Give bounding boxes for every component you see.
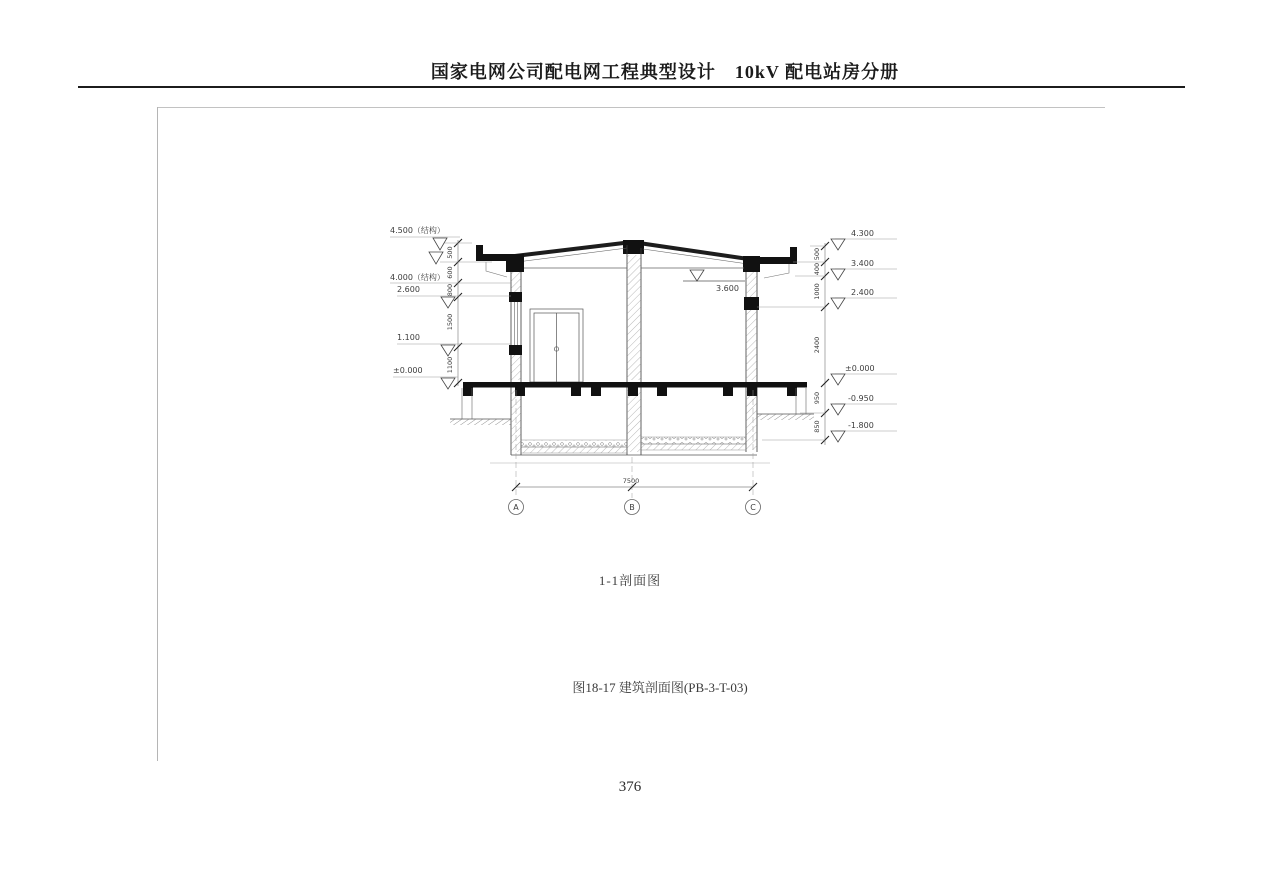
content-frame-top bbox=[157, 107, 1105, 108]
right-dim-5: 850 bbox=[813, 420, 821, 433]
left-dim-3: 1500 bbox=[446, 313, 454, 331]
left-level-3: 1.100 bbox=[397, 333, 420, 342]
right-dim-1: 400 bbox=[813, 262, 821, 276]
axis-bubble-b: B bbox=[629, 503, 635, 512]
figure-caption: 图18-17 建筑剖面图(PB-3-T-03) bbox=[572, 680, 748, 695]
axis-bubble-a: A bbox=[513, 503, 519, 512]
right-level-4: -0.950 bbox=[848, 394, 874, 403]
header-title: 国家电网公司配电网工程典型设计 10kV 配电站房分册 bbox=[430, 62, 900, 82]
left-dim-0: 500 bbox=[446, 246, 454, 259]
right-dim-0: 500 bbox=[813, 247, 821, 261]
right-level-0: 4.300 bbox=[851, 229, 874, 238]
left-dim-1: 600 bbox=[446, 266, 454, 279]
left-annotations bbox=[390, 225, 511, 389]
right-level-2: 2.400 bbox=[851, 288, 874, 297]
window-section bbox=[515, 302, 518, 345]
left-level-1: 4.000（结构） bbox=[390, 273, 445, 282]
right-level-5: -1.800 bbox=[848, 421, 874, 430]
left-level-2: 2.600 bbox=[397, 285, 420, 294]
left-dim-2: 800 bbox=[446, 283, 454, 297]
header-rule bbox=[78, 86, 1185, 88]
section-drawing bbox=[385, 205, 905, 525]
page-number: 376 bbox=[618, 779, 642, 795]
right-level-1: 3.400 bbox=[851, 259, 874, 268]
right-dim-3: 2400 bbox=[813, 336, 821, 354]
right-dim-2: 1000 bbox=[813, 283, 821, 300]
axis-bubble-c: C bbox=[750, 503, 756, 512]
span-dimension-text: 7500 bbox=[622, 477, 640, 485]
content-frame-left bbox=[157, 107, 158, 761]
left-level-4: ±0.000 bbox=[393, 366, 423, 375]
left-level-0: 4.500（结构） bbox=[390, 226, 445, 235]
interior-level-mark bbox=[683, 270, 745, 293]
section-label: 1-1剖面图 bbox=[598, 573, 662, 588]
interior-level-text: 3.600 bbox=[716, 284, 739, 293]
door bbox=[530, 309, 583, 382]
left-dim-4: 1100 bbox=[446, 356, 454, 374]
right-level-3: ±0.000 bbox=[845, 364, 875, 373]
right-dim-4: 950 bbox=[813, 391, 821, 405]
